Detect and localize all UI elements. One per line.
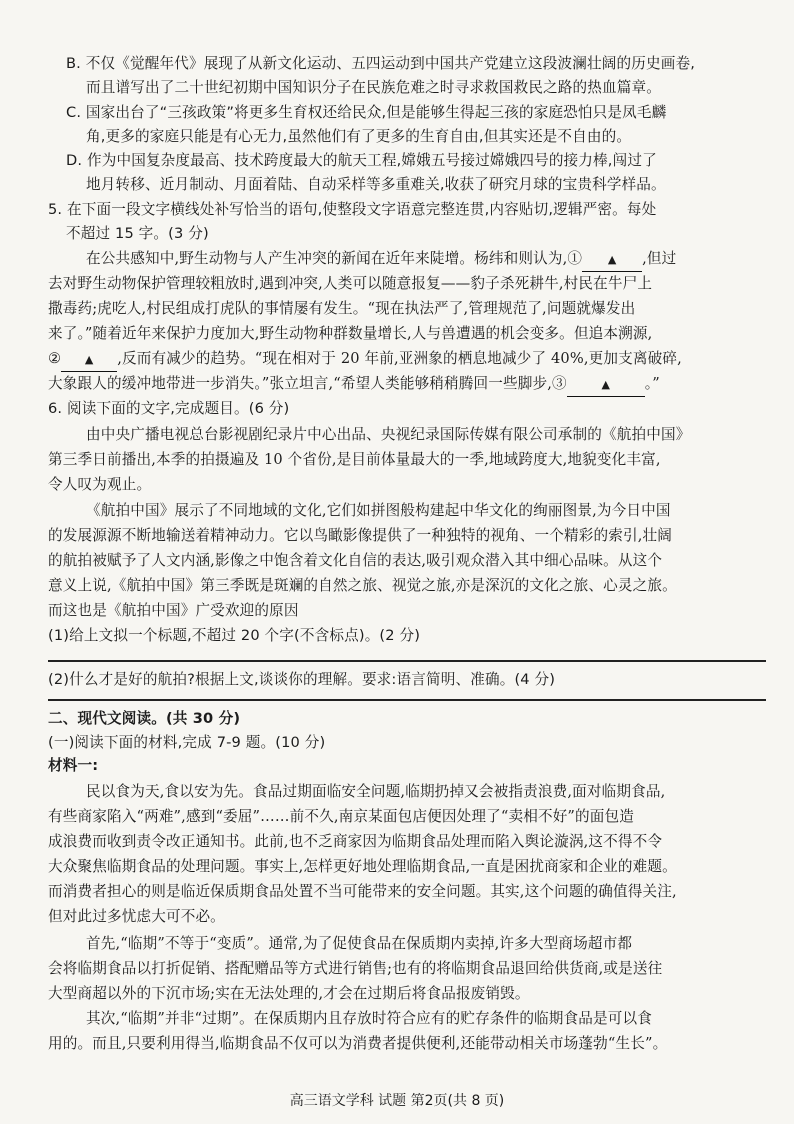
option-c-line2: 角,更多的家庭只能是有心无力,虽然他们有了更多的生育自由,但其实还是不自由的。 [86, 128, 632, 145]
q6-para1-line1: 由中央广播电视总台影视剧纪录片中心出品、央视纪录国际传媒有限公司承制的《航拍中国》 [86, 426, 691, 443]
q6-para2-line4: 意义上说,《航拍中国》第三季既是斑斓的自然之旅、视觉之旅,亦是深沉的文化之旅、心灵之旅。 [48, 577, 677, 594]
material-para1-line3: 成浪费而收到责令改正通知书。此前,也不乏商家因为临期食品处理而陷入舆论漩涡,这不得不令 [48, 833, 663, 850]
q6-para2-line5: 而这也是《航拍中国》广受欢迎的原因 [48, 602, 299, 619]
material-para3-line2: 用的。而且,只要利用得当,临期食品不仅可以为消费者提供便利,还能带动相关市场蓬勃“生长”。 [48, 1035, 668, 1052]
q5-blank-1[interactable] [582, 247, 642, 272]
q5-text: ,但过 [642, 250, 677, 267]
q5-text: 。” [644, 375, 660, 392]
blank-triangle-icon: ▲ [601, 378, 611, 391]
q5-stem-line2: 不超过 15 字。(3 分) [66, 225, 209, 242]
q5-passage-line1 [86, 247, 766, 272]
material-para2-line2: 会将临期食品以打折促销、搭配赠品等方式进行销售;也有的将临期食品退回给供货商,或是送往 [48, 960, 663, 977]
material-para1-line4: 大众聚焦临期食品的处理问题。事实上,怎样更好地处理临期食品,一直是困扰商家和企业的难题。 [48, 858, 677, 875]
q5-passage-line4: 来了。”随着近年来保护力度加大,野生动物种群数量增长,人与兽遭遇的机会变多。但追本溯源, [48, 325, 653, 342]
page-footer: 高三语文学科 试题 第2页(共 8 页) [289, 1093, 505, 1109]
q6-sub-question-2: (2)什么才是好的航拍?根据上文,谈谈你的理解。要求:语言简明、准确。(4 分) [48, 671, 556, 688]
q5-passage-line2: 去对野生动物保护管理较粗放时,遇到冲突,人类可以随意报复——豹子杀死耕牛,村民在牛尸上 [48, 275, 653, 292]
answer-line[interactable] [48, 660, 766, 662]
q6-stem: 6. 阅读下面的文字,完成题目。(6 分) [48, 400, 290, 417]
option-b-line2: 而且谱写出了二十世纪初期中国知识分子在民族危难之时寻求救国救民之路的热血篇章。 [86, 79, 662, 96]
option-b-line1: B. 不仅《觉醒年代》展现了从新文化运动、五四运动到中国共产党建立这段波澜壮阔的历史画卷, [66, 55, 696, 72]
q5-passage-line6 [48, 372, 766, 397]
option-d-line2: 地月转移、近月制动、月面着陆、自动采样等多重难关,收获了研究月球的宝贵科学样品。 [86, 176, 666, 193]
q5-passage-line3: 撒毒药;虎吃人,村民组成打虎队的事情屡有发生。“现在执法严了,管理规范了,问题就爆发出 [48, 300, 636, 317]
q5-passage-line5 [48, 347, 766, 372]
q5-blank-3[interactable] [567, 372, 645, 397]
section-subheading: (一)阅读下面的材料,完成 7-9 题。(10 分) [48, 734, 326, 751]
material-para3-line1: 其次,“临期”并非“过期”。在保质期内且存放时符合应有的贮存条件的临期食品是可以食 [86, 1010, 653, 1027]
q6-para2-line1: 《航拍中国》展示了不同地域的文化,它们如拼图般构建起中华文化的绚丽图景,为今日中国 [86, 502, 671, 519]
q5-text: 大象跟人的缓冲地带进一步消失。”张立坦言,“希望人类能够稍稍腾回一些脚步,③ [48, 375, 567, 392]
q6-para2-line3: 的航拍被赋予了人文内涵,影像之中饱含着文化自信的表达,吸引观众潜入其中细心品味。从这个 [48, 552, 663, 569]
q5-stem-line1: 5. 在下面一段文字横线处补写恰当的语句,使整段文字语意完整连贯,内容贴切,逻辑严密。每处 [48, 201, 657, 218]
material-para1-line6: 但对此过多忧虑大可不必。 [48, 908, 225, 925]
q6-para2-line2: 的发展源源不断地输送着精神动力。它以鸟瞰影像提供了一种独特的视角、一个精彩的索引,壮阔 [48, 527, 673, 544]
material-para1-line5: 而消费者担心的则是临近保质期食品处置不当可能带来的安全问题。其实,这个问题的确值得关注, [48, 883, 677, 900]
material-para2-line3: 大型商超以外的下沉市场;实在无法处理的,才会在过期后将食品报废销毁。 [48, 985, 530, 1002]
q5-text: ② [48, 350, 62, 367]
material-para1-line2: 有些商家陷入“两难”,感到“委屈”……前不久,南京某面包店便因处理了“卖相不好”的面包造 [48, 808, 635, 825]
material-label: 材料一: [48, 757, 99, 774]
option-c-line1: C. 国家出台了“三孩政策”将更多生育权还给民众,但是能够生得起三孩的家庭恐怕只是凤毛麟 [66, 104, 667, 121]
q6-sub-question-1: (1)给上文拟一个标题,不超过 20 个字(不含标点)。(2 分) [48, 627, 421, 644]
material-para1-line1: 民以食为天,食以安为先。食品过期面临安全问题,临期扔掉又会被指责浪费,面对临期食品, [86, 783, 666, 800]
q6-para1-line2: 第三季日前播出,本季的拍摄遍及 10 个省份,是目前体量最大的一季,地域跨度大,地貌变化丰富, [48, 451, 661, 468]
blank-triangle-icon: ▲ [84, 353, 94, 366]
answer-line[interactable] [48, 699, 766, 701]
q5-text: ,反而有减少的趋势。“现在相对于 20 年前,亚洲象的栖息地减少了 40%,更加支离破碎, [117, 350, 682, 367]
q6-para1-line3: 令人叹为观止。 [48, 476, 152, 493]
q5-blank-2[interactable] [61, 347, 117, 372]
option-d-line1: D. 作为中国复杂度最高、技术跨度最大的航天工程,嫦娥五号接过嫦娥四号的接力棒,闯过了 [66, 152, 657, 169]
blank-triangle-icon: ▲ [607, 253, 617, 266]
material-para2-line1: 首先,“临期”不等于“变质”。通常,为了促使食品在保质期内卖掉,许多大型商场超市都 [86, 935, 633, 952]
section-heading: 二、现代文阅读。(共 30 分) [48, 710, 241, 727]
q5-text: 在公共感知中,野生动物与人产生冲突的新闻在近年来陡增。杨纬和则认为,① [86, 250, 583, 267]
